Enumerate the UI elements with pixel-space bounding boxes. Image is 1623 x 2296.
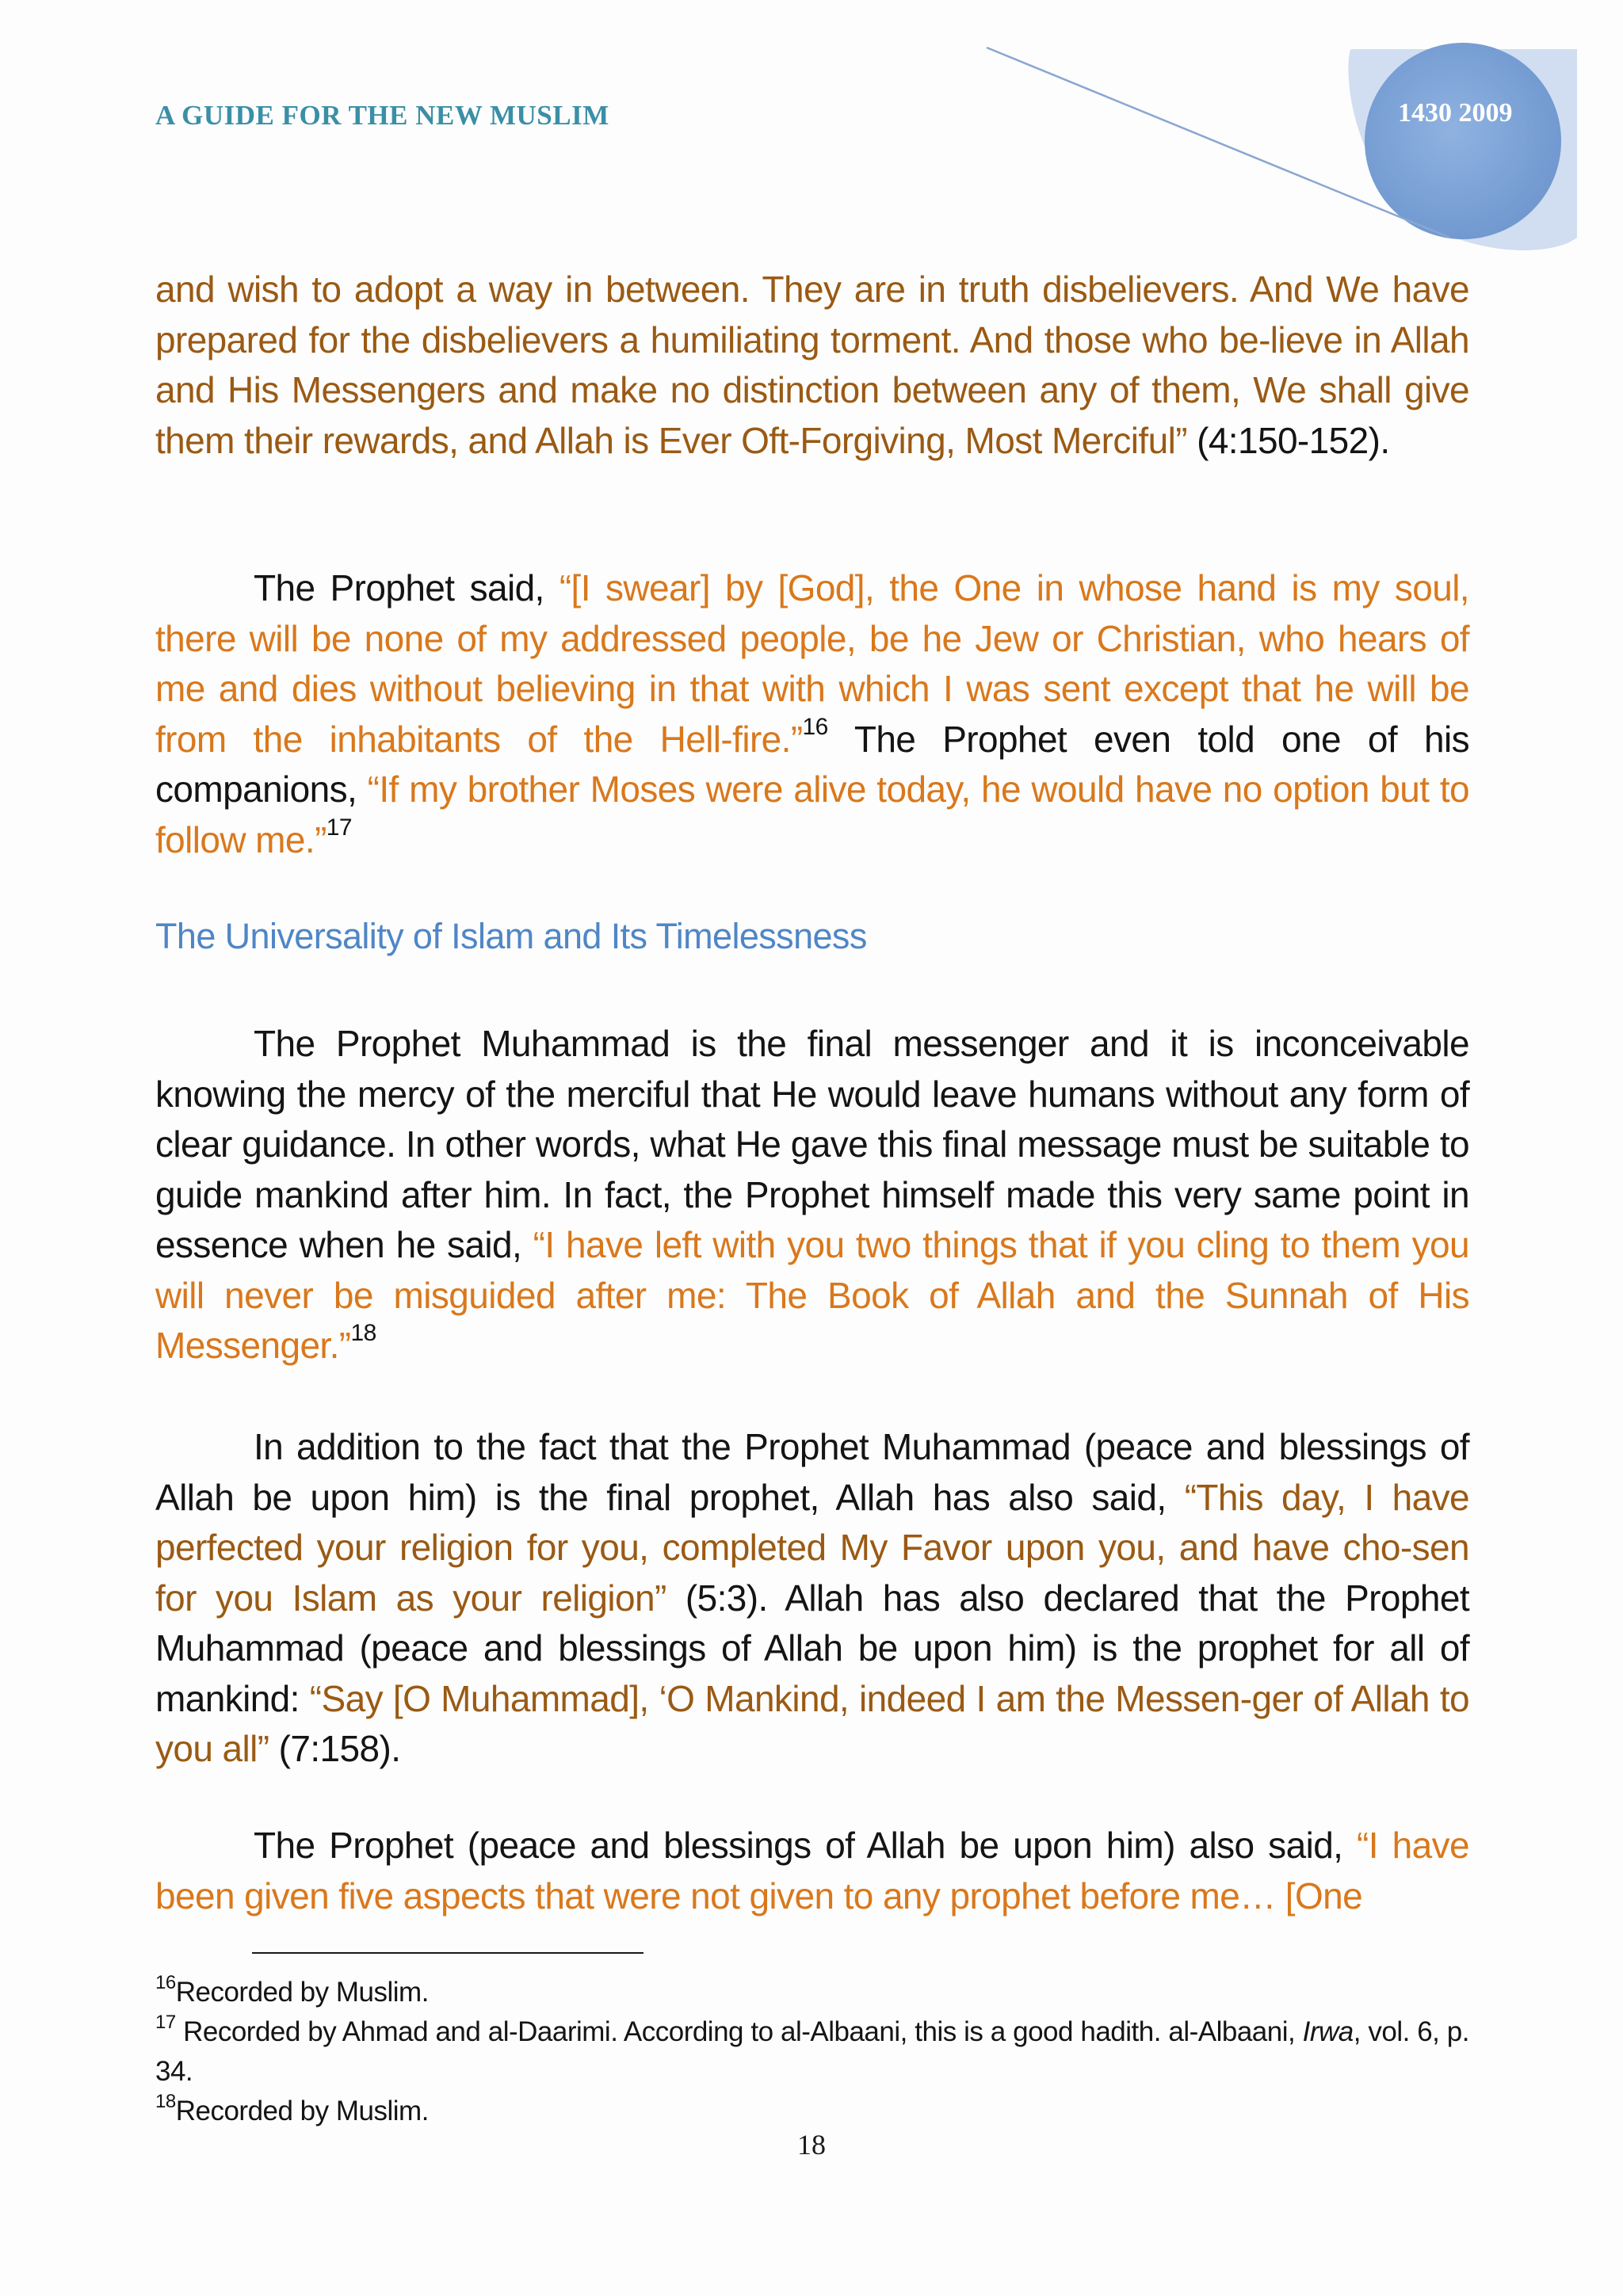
paragraph-text: The Prophet Muhammad is the final messenger and it is inconceivable knowing the mercy of the merciful that He would leave humans without any form of clear guidance. In other words, what He gave this final message must be suitable to guide mankind after him. In fact, the Prophet himself made this very same point in essence when he said, xyxy=(155,1023,1469,1265)
section-heading: The Universality of Islam and Its Timelessness xyxy=(155,916,867,956)
footnote-number: 18 xyxy=(155,2091,176,2112)
quran-quote: and wish to adopt a way in between. They are in truth disbelievers. And We have prepared for the disbelievers a humiliating torment. And those who be-lieve in Allah and His Messengers and make no distinction between any of them, We shall give them their rewards, and Allah is Ever Oft-Forgiving, Most Merciful” xyxy=(155,269,1469,461)
hadith-quote: “I have been given five aspects that were not given to any prophet before me… [One xyxy=(155,1825,1469,1917)
footnote-17 xyxy=(155,2012,1469,2092)
footnote-text: , vol. 6, p. 34. xyxy=(155,2016,1469,2087)
paragraph-2 xyxy=(155,563,1469,865)
footnote-text: Recorded by Ahmad and al-Daarimi. According to al-Albaani, this is a good hadith. al-Albaani, xyxy=(183,2016,1303,2047)
header-year: 1430 2009 xyxy=(1398,98,1513,128)
paragraph-text: The Prophet (peace and blessings of Allah be upon him) also said, xyxy=(254,1825,1358,1866)
footnotes xyxy=(155,1973,1469,2131)
page-number: 18 xyxy=(797,2129,826,2161)
header-circle-shape xyxy=(1365,43,1561,239)
footnote-italic-title: Irwa xyxy=(1302,2016,1354,2047)
quran-quote: “Say [O Muhammad], ‘O Mankind, indeed I am the Messen-ger of Allah to you all” xyxy=(155,1677,1470,1769)
header-title: A GUIDE FOR THE NEW MUSLIM xyxy=(155,100,609,131)
paragraph-1 xyxy=(155,265,1469,466)
quran-reference: (4:150-152). xyxy=(1186,419,1390,461)
paragraph-3 xyxy=(155,1019,1469,1371)
footnote-16 xyxy=(155,1973,1469,2012)
footnote-ref-18[interactable]: 18 xyxy=(350,1320,376,1346)
footnote-18 xyxy=(155,2092,1469,2131)
paragraph-text: In addition to the fact that the Prophet Muhammad (peace and blessings of Allah be upon him) is the final prophet, Allah has also said, xyxy=(155,1426,1469,1518)
footnote-text: Recorded by Muslim. xyxy=(175,2096,429,2126)
hadith-quote: “I have left with you two things that if you cling to them you will never be misguided after me: The Book of Allah and the Sunnah of His Messenger.” xyxy=(155,1224,1470,1366)
paragraph-5 xyxy=(155,1821,1469,1921)
header-decoration xyxy=(0,0,1623,269)
paragraph-text: The Prophet even told one of his companions, xyxy=(155,718,1469,810)
footnote-text: Recorded by Muslim. xyxy=(175,1977,429,2008)
footnote-ref-17[interactable]: 17 xyxy=(326,814,352,841)
footnote-number: 16 xyxy=(155,1972,176,1993)
paragraph-text: The Prophet said, xyxy=(254,567,559,608)
quran-quote: “This day, I have perfected your religion for you, completed My Favor upon you, and have cho-sen for you Islam as your religion” xyxy=(155,1476,1469,1619)
paragraph-text: (7:158). xyxy=(269,1728,401,1769)
footnote-number: 17 xyxy=(155,2012,176,2033)
footnote-separator xyxy=(252,1952,643,1954)
footnote-ref-16[interactable]: 16 xyxy=(802,713,828,740)
hadith-quote: “[I swear] by [God], the One in whose hand is my soul, there will be none of my addressed people, be he Jew or Christian, who hears of me and dies without believing in that with which I was sent except that he will be from the inhabitants of the Hell-fire.” xyxy=(155,567,1469,760)
hadith-quote: “If my brother Moses were alive today, he would have no option but to follow me.” xyxy=(155,769,1469,860)
paragraph-4 xyxy=(155,1422,1469,1775)
paragraph-text: (5:3). Allah has also declared that the Prophet Muhammad (peace and blessings of Allah be upon him) is the prophet for all of mankind: xyxy=(155,1577,1469,1719)
